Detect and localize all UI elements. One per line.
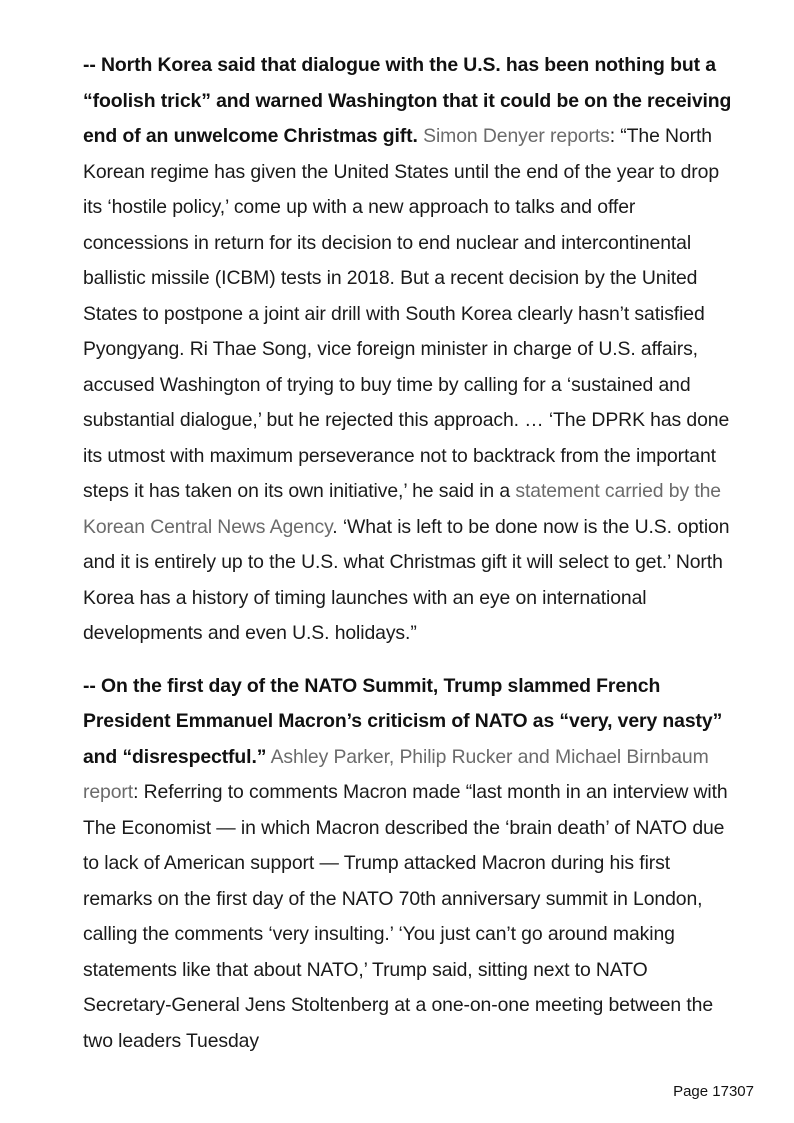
byline-link[interactable]: Simon Denyer reports: [423, 125, 610, 147]
document-body: [0, 48, 794, 1084]
body-text: : “The North Korean regime has given the United States until the end of the year to drop its ‘hostile policy,’ come up with a new approach to talks and offer concessions in return for its decision to end nuclear and intercontinental ballistic missile (ICBM) tests in 2018. But a recent decision by the United States to postpone a joint air drill with South Korea clearly hasn’t satisfied Pyongyang. Ri Thae Song, vice foreign minister in charge of U.S. affairs, accused Washington of trying to buy time by calling for a ‘sustained and substantial dialogue,’ but he rejected this approach. … ‘The DPRK has done its utmost with maximum perseverance not to backtrack from the important steps it has taken on its own initiative,’ he said in a: [83, 125, 730, 502]
news-item-north-korea: [83, 48, 733, 652]
headline-lead: -- North Korea said that dialogue with the U.S. has been nothing but a “foolish trick” and warned Washington that it could be on the receiving end of an unwelcome Christmas gift.: [83, 54, 732, 147]
headline-lead: -- On the first day of the NATO Summit, Trump slammed French President Emmanuel Macron’s criticism of NATO as “very, very nasty” and “disrespectful.”: [83, 674, 723, 768]
body-text: . ‘What is left to be done now is the U.S. option and it is entirely up to the U.S. what Christmas gift it will select to get.’ North Korea has a history of timing launches with an eye on international developments and even U.S. holidays.”: [83, 515, 730, 644]
page-number: Page 17307: [673, 1083, 754, 1100]
body-text: : Referring to comments Macron made “last month in an interview with The Economist — in which Macron described the ‘brain death’ of NATO due to lack of American support — Trump attacked Macron during his first remarks on the first day of the NATO 70th anniversary summit in London, calling the comments ‘very insulting.’ ‘You just can’t go around making statements like that about NATO,’ Trump said, sitting next to NATO Secretary-General Jens Stoltenberg at a one-on-one meeting between the two leaders Tuesday: [83, 781, 728, 1052]
byline-link[interactable]: Ashley Parker, Philip Rucker and Michael Birnbaum report: [83, 745, 709, 803]
news-item-nato-summit: [83, 669, 733, 1060]
source-link[interactable]: statement carried by the Korean Central News Agency: [83, 480, 721, 538]
article-column: [83, 48, 733, 1076]
